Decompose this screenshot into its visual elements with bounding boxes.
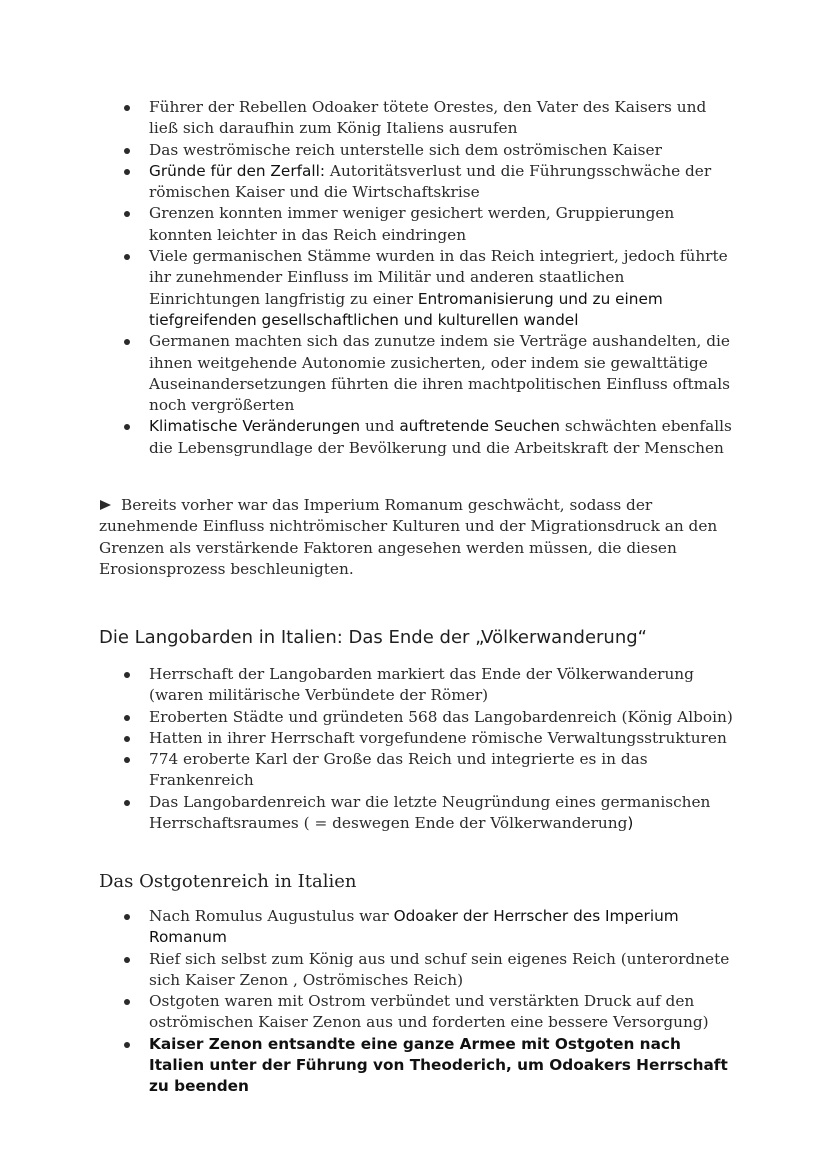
list-item-text: Rief sich selbst zum König aus und schuf sein eigenes Reich (unterordnete sich Kaiser Zenon , Oströmisches Reich) [149, 949, 730, 989]
bullet-icon [124, 957, 130, 963]
reasons-bullet-list [0, 97, 828, 459]
list-item [0, 1034, 828, 1098]
bullet-icon [124, 800, 130, 806]
list-item-text: Germanen machten sich das zunutze indem sie Verträge aushandelten, die ihnen weitgehende Autonomie zusicherten, oder indem sie gewalttätige Auseinandersetzungen führten die ihren machtpolitischen Einfluss oftmals noch vergrößerten [149, 332, 731, 415]
bullet-icon [124, 672, 130, 678]
bullet-icon [124, 169, 130, 175]
emphasized-text: Kaiser Zenon entsandte eine ganze Armee mit Ostgoten nach Italien unter der Führung von Theoderich, um Odoakers Herrschaft zu beenden [149, 1034, 728, 1096]
bullet-icon [124, 757, 130, 763]
list-item-text: Hatten in ihrer Herrschaft vorgefundene römische Verwaltungsstrukturen [149, 728, 727, 747]
emphasized-text: Odoaker der Herrscher des Imperium Romanum [149, 907, 679, 947]
list-item-text: 774 eroberte Karl der Große das Reich und integrierte es in das Frankenreich [149, 750, 648, 790]
list-item [0, 416, 828, 459]
list-item-text: schwächten ebenfalls die Lebensgrundlage der Bevölkerung und die Arbeitskraft der Menschen [149, 417, 732, 457]
list-item [0, 792, 828, 835]
summary-text: Bereits vorher war das Imperium Romanum geschwächt, sodass der zunehmende Einfluss nichtrömischer Kulturen und der Migrationsdruck an den Grenzen als verstärkende Faktoren angesehen werden müssen, die diesen Erosionsprozess beschleunigten. [99, 496, 718, 578]
emphasized-text: Klimatische Veränderungen [149, 417, 361, 436]
list-item-text: Führer der Rebellen Odoaker tötete Orestes, den Vater des Kaisers und ließ sich daraufhin zum König Italiens ausrufen [149, 98, 707, 138]
bullet-icon [124, 339, 130, 345]
bullet-icon [124, 715, 130, 721]
bullet-icon [124, 999, 130, 1005]
list-item [0, 161, 828, 204]
list-item-text: Ostgoten waren mit Ostrom verbündet und verstärkten Druck auf den oströmischen Kaiser Zenon aus und forderten eine bessere Versorgung) [149, 992, 709, 1032]
list-item-text: Autoritätsverlust und die Führungsschwäche der römischen Kaiser und die Wirtschaftskrise [149, 161, 712, 202]
emphasized-text: Entromanisierung und zu einem tiefgreifenden gesellschaftlichen und kulturellen wandel [149, 289, 663, 329]
list-item [0, 728, 828, 749]
list-item-text: Das weströmische reich unterstelle sich dem oströmischen Kaiser [149, 140, 662, 159]
list-item-text: Das Langobardenreich war die letzte Neugründung eines germanischen Herrschaftsraumes ( = deswegen Ende der Völkerwanderung [149, 792, 711, 833]
list-item-text: Grenzen konnten immer weniger gesichert werden, Gruppierungen konnten leichter in das Reich eindringen [149, 204, 675, 244]
list-item [0, 949, 828, 992]
bullet-icon [124, 424, 130, 430]
bullet-icon [124, 211, 130, 217]
bullet-icon [124, 148, 130, 154]
bullet-icon [124, 254, 130, 260]
ostgoten-bullet-list [0, 906, 828, 1098]
list-item-text: Eroberten Städte und gründeten 568 das Langobardenreich (König Alboin) [149, 707, 733, 726]
list-item-text: und [360, 417, 400, 436]
langobarden-heading: Die Langobarden in Italien: Das Ende der „Völkerwanderung“ [99, 627, 647, 648]
list-item [0, 664, 828, 707]
emphasized-text: auftretende Seuchen [399, 417, 560, 436]
list-item-text: Viele germanischen Stämme wurden in das Reich integriert, jedoch führte ihr zunehmender Einfluss im Militär und anderen staatlichen Einrichtungen langfristig zu einer [149, 247, 728, 308]
list-item [0, 707, 828, 728]
summary-paragraph [99, 495, 739, 580]
list-item-text: Nach Romulus Augustulus war [149, 907, 394, 925]
list-item [0, 140, 828, 161]
bullet-icon [124, 1042, 130, 1048]
bullet-icon [124, 736, 130, 742]
list-item [0, 749, 828, 792]
list-item [0, 203, 828, 246]
list-item [0, 991, 828, 1034]
bullet-icon [124, 914, 130, 920]
list-item [0, 97, 828, 140]
list-item-text: Herrschaft der Langobarden markiert das Ende der Völkerwanderung (waren militärische Verbündete der Römer) [149, 665, 694, 705]
emphasized-text: ) [627, 814, 634, 833]
list-item [0, 246, 828, 331]
emphasized-text: Gründe für den Zerfall: [149, 161, 326, 180]
langobarden-bullet-list [0, 664, 828, 834]
list-item [0, 331, 828, 416]
arrow-right-icon [100, 500, 111, 510]
list-item [0, 906, 828, 949]
bullet-icon [124, 105, 130, 111]
ostgoten-heading: Das Ostgotenreich in Italien [99, 871, 357, 892]
